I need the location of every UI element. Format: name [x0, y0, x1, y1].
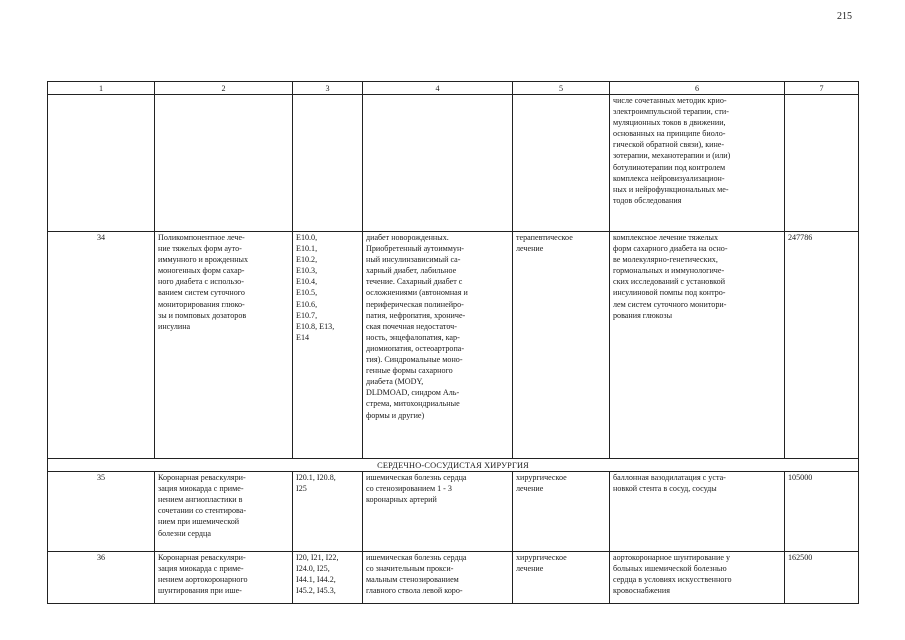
price-cell: 162500	[785, 552, 859, 604]
code-line: E14	[296, 332, 310, 342]
text-line: ванием систем суточного	[158, 288, 245, 298]
text-line: коронарных артерий	[366, 495, 437, 505]
method-cell	[610, 552, 785, 604]
column-number: 2	[155, 82, 293, 95]
code-line: I20.1, I20.8,	[296, 473, 336, 483]
text-line: тодов обследования	[613, 195, 682, 205]
text-line: Коронарная реваскуляри-	[158, 553, 246, 563]
diagnosis-cell	[363, 552, 513, 604]
code-line: I44.1, I44.2,	[296, 575, 336, 585]
method-cell	[610, 472, 785, 552]
section-title: СЕРДЕЧНО-СОСУДИСТАЯ ХИРУРГИЯ	[48, 459, 859, 472]
price-cell: 247786	[785, 232, 859, 459]
text-line: зация миокарда с приме-	[158, 564, 244, 574]
text-line: лечение	[516, 244, 544, 254]
text-line: шунтирования при ише-	[158, 586, 242, 596]
text-line: инсулиновой помпы под контро-	[613, 288, 726, 298]
text-line: диабета (MODY,	[366, 377, 424, 387]
text-line: мониторирования глюко-	[158, 299, 245, 309]
text-line: комплекса нейровизуализацион-	[613, 173, 725, 183]
column-number: 5	[513, 82, 610, 95]
text-line: больных ишемической болезнью	[613, 564, 727, 574]
row-number: 36	[48, 552, 155, 604]
code-line: I24.0, I25,	[296, 564, 330, 574]
diagnosis-cell	[363, 95, 513, 232]
codes-cell	[293, 552, 363, 604]
code-line: I45.2, I45.3,	[296, 586, 336, 596]
text-line: Приобретенный аутоиммун-	[366, 244, 464, 254]
treatment-cell	[513, 232, 610, 459]
text-line: болезни сердца	[158, 528, 211, 538]
text-line: терапевтическое	[516, 233, 573, 242]
text-line: муляционных токов в движении,	[613, 118, 726, 128]
text-line: ного диабета с использо-	[158, 277, 244, 287]
text-line: осложнениями (автономная и	[366, 288, 468, 298]
text-line: хирургическое	[516, 553, 567, 563]
page-number: 215	[837, 11, 852, 22]
number-cell	[48, 95, 155, 232]
code-line: E10.4,	[296, 277, 318, 287]
medical-care-table	[47, 81, 859, 604]
code-line: E10.3,	[296, 266, 318, 276]
text-line: Поликомпонентное лече-	[158, 233, 245, 242]
text-line: периферическая полинейро-	[366, 299, 464, 309]
code-line: E10.1,	[296, 244, 318, 254]
column-number: 4	[363, 82, 513, 95]
text-line: ботулинотерапии под контролем	[613, 162, 726, 172]
table-row	[48, 232, 859, 459]
text-line: Коронарная реваскуляри-	[158, 473, 246, 483]
text-line: тия). Синдромальные моно-	[366, 355, 463, 365]
text-line: формы и другие)	[366, 410, 425, 420]
text-line: мальным стенозированием	[366, 575, 459, 585]
text-line: стрема, митохондриальные	[366, 399, 460, 409]
price-cell	[785, 95, 859, 232]
text-line: ных и нейрофункциональных ме-	[613, 184, 729, 194]
code-line: I20, I21, I22,	[296, 553, 339, 563]
code-line: E10.6,	[296, 299, 318, 309]
diagnosis-cell	[363, 232, 513, 459]
code-line: E10.7,	[296, 310, 318, 320]
section-header-row	[48, 459, 859, 472]
text-line: течение. Сахарный диабет с	[366, 277, 463, 287]
text-line: ишемическая болезнь сердца	[366, 473, 467, 483]
text-line: зы и помповых дозаторов	[158, 310, 247, 320]
code-line: E10.0,	[296, 233, 318, 242]
text-line: со стенозированием 1 - 3	[366, 484, 452, 494]
text-line: сердца в условиях искусственного	[613, 575, 732, 585]
text-line: генные формы сахарного	[366, 366, 453, 376]
text-line: патия, нефропатия, хрониче-	[366, 310, 466, 320]
text-line: сочетании со стентирова-	[158, 506, 247, 516]
name-cell	[155, 472, 293, 552]
column-number: 1	[48, 82, 155, 95]
table-row	[48, 552, 859, 604]
text-line: форм сахарного диабета на осно-	[613, 244, 728, 254]
text-line: ность, энцефалопатия, кар-	[366, 332, 460, 342]
text-line: ный инсулинзависимый са-	[366, 255, 461, 265]
text-line: гической обратной связи), кине-	[613, 140, 725, 150]
text-line: кровоснабжения	[613, 586, 670, 596]
text-line: аортокоронарное шунтирование у	[613, 553, 730, 563]
code-line: I25	[296, 484, 307, 494]
treatment-cell	[513, 472, 610, 552]
method-cell	[610, 232, 785, 459]
text-line: рования глюкозы	[613, 310, 673, 320]
continued-row	[48, 95, 859, 232]
text-line: иммунного и врожденных	[158, 255, 249, 265]
table-row	[48, 472, 859, 552]
text-line: главного ствола левой коро-	[366, 586, 463, 596]
text-line: харный диабет, лабильное	[366, 266, 457, 276]
name-cell	[155, 95, 293, 232]
text-line: гормональных и иммунологиче-	[613, 266, 725, 276]
code-line: E10.2,	[296, 255, 318, 265]
text-line: хирургическое	[516, 473, 567, 483]
text-line: моногенных форм сахар-	[158, 266, 245, 276]
text-line: нением ангиопластики в	[158, 495, 243, 505]
codes-cell	[293, 472, 363, 552]
name-cell	[155, 232, 293, 459]
treatment-cell	[513, 95, 610, 232]
column-number: 7	[785, 82, 859, 95]
text-line: DLDMOAD, синдром Аль-	[366, 388, 460, 398]
column-number: 6	[610, 82, 785, 95]
text-line: со значительным прокси-	[366, 564, 454, 574]
text-line: ве молекулярно-генетических,	[613, 255, 718, 265]
text-line: комплексное лечение тяжелых	[613, 233, 719, 242]
codes-cell	[293, 232, 363, 459]
text-line: нением аортокоронарного	[158, 575, 248, 585]
code-line: E10.5,	[296, 288, 318, 298]
text-line: лечение	[516, 484, 544, 494]
text-line: основанных на принципе биоло-	[613, 129, 726, 139]
diagnosis-cell	[363, 472, 513, 552]
method-cell	[610, 95, 785, 232]
codes-cell	[293, 95, 363, 232]
row-number: 34	[48, 232, 155, 459]
text-line: новкой стента в сосуд, сосуды	[613, 484, 717, 494]
text-line: баллонная вазодилатация с уста-	[613, 473, 726, 483]
text-line: инсулина	[158, 321, 191, 331]
column-number-row	[48, 82, 859, 95]
column-number: 3	[293, 82, 363, 95]
code-line: E10.8, E13,	[296, 321, 335, 331]
text-line: зотерапии, механотерапии и (или)	[613, 151, 731, 161]
text-line: электроимпульсной терапии, сти-	[613, 107, 729, 117]
text-line: ских исследований с установкой	[613, 277, 726, 287]
text-line: лечение	[516, 564, 544, 574]
text-line: числе сочетанных методик крио-	[613, 96, 727, 105]
text-line: нием при ишемической	[158, 517, 240, 527]
text-line: лем систем суточного монитори-	[613, 299, 727, 309]
text-line: ишемическая болезнь сердца	[366, 553, 467, 563]
price-cell: 105000	[785, 472, 859, 552]
row-number: 35	[48, 472, 155, 552]
treatment-cell	[513, 552, 610, 604]
text-line: диомиопатия, остеоартропа-	[366, 343, 465, 353]
text-line: ская почечная недостаточ-	[366, 321, 457, 331]
text-line: диабет новорожденных.	[366, 233, 449, 242]
text-line: ние тяжелых форм ауто-	[158, 244, 242, 254]
name-cell	[155, 552, 293, 604]
text-line: зация миокарда с приме-	[158, 484, 244, 494]
